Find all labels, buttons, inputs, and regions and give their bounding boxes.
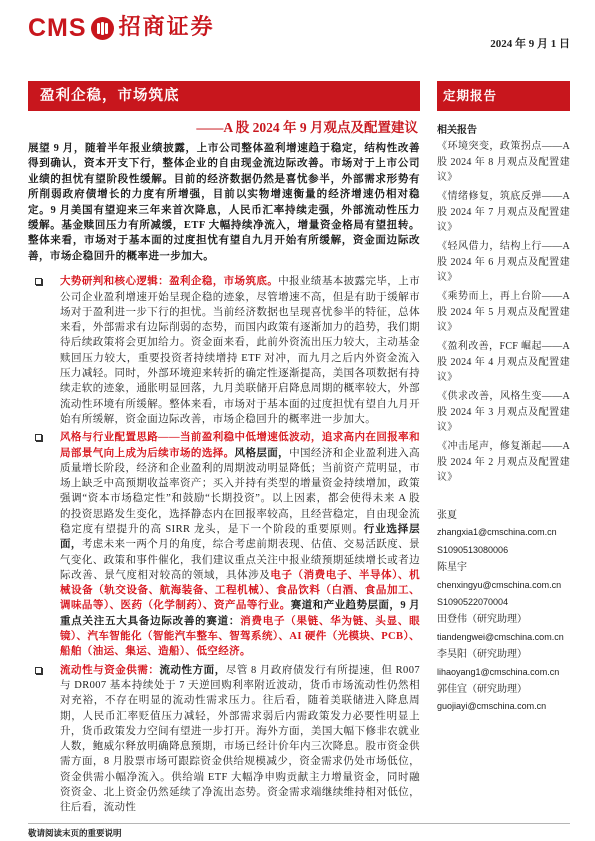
bullet-heading: 流动性与资金供需：	[60, 664, 160, 676]
brand-name: 招商证券	[118, 15, 215, 40]
square-bullet-icon	[35, 667, 42, 674]
bullet-text	[60, 430, 420, 659]
bullet-highlight: 消费电子（果链、华为链、头显、眼镜）、汽车智能化（智能汽车整车、智驾系统）、AI 硬件（光模块、PCB）、船舶（油运、集运、造船）、低空经济。	[60, 615, 420, 658]
report-title: 盈利企稳，市场筑底	[40, 88, 180, 104]
related-report-item: 《情绪修复，筑底反弹——A 股 2024 年 7 月观点及配置建议》	[437, 191, 570, 233]
bullet-item	[28, 430, 420, 659]
report-type-banner	[437, 81, 570, 111]
related-report-item: 《供求改善，风格生变——A 股 2024 年 3 月观点及配置建议》	[437, 391, 570, 433]
related-report-item: 《乘势而上，再上台阶——A 股 2024 年 5 月观点及配置建议》	[437, 291, 570, 333]
report-date: 2024 年 9 月 1 日	[490, 38, 570, 50]
bullet-text	[60, 663, 420, 813]
bullet-label: 行业选择层面，	[60, 524, 420, 551]
author-name: 田登伟（研究助理）	[437, 614, 527, 626]
bullet-item	[28, 663, 420, 813]
related-reports-list	[437, 139, 570, 489]
author-license: S1090513080006	[437, 544, 509, 555]
square-bullet-icon	[35, 434, 42, 441]
author-email: guojiayi@cmschina.com.cn	[437, 701, 547, 712]
related-reports-heading: 相关报告	[437, 125, 477, 136]
related-report-item: 《冲击尾声，修复渐起——A 股 2024 年 2 月观点及配置建议》	[437, 441, 570, 483]
author-name: 张夏	[437, 510, 457, 521]
emblem-bar	[97, 23, 100, 34]
emblem-bar	[105, 23, 108, 34]
main-content	[28, 139, 420, 813]
summary-paragraph: 展望 9 月，随着半年报业绩披露，上市公司整体盈利增速趋于稳定，结构性改善得到确认，资本开支下行，整体企业的自由现金流边际改善。市场对于上市公司业绩的担忧有望阶段性缓解。目前的经济数据仍然是喜忧参半，外部需求形势有所削弱政府债增长的力度有所增强，目前以实物增速衡量的经济增速仍相对稳定。9 月美国有望迎来三年来首次降息，人民币汇率持续走强，外部流动性压力缓解。基金赎回压力有所减缓，ETF 大幅持续净流入，增量资金格局有望扭转。整体来看，市场对于基本面的过度担忧有望自九月开始有所缓解，资金面边际改善，市场企稳回升的概率进一步加大。	[28, 143, 420, 262]
author-email: zhangxia1@cmschina.com.cn	[437, 527, 557, 538]
square-bullet-icon	[35, 278, 42, 285]
author-email: tiandengwei@cmschina.com.cn	[437, 631, 564, 642]
footer-divider	[28, 823, 570, 824]
bullet-label: 赛道和产业趋势层面，9 月重点关注五大具备边际改善的赛道：	[60, 600, 420, 627]
cms-logo	[28, 13, 215, 43]
related-report-item: 《轻风借力，结构上行——A 股 2024 年 6 月观点及配置建议》	[437, 241, 570, 283]
author-email: lihaoyang1@cmschina.com.cn	[437, 666, 560, 677]
related-report-item: 《环境突变，政策拐点——A 股 2024 年 8 月观点及配置建议》	[437, 141, 570, 183]
author-email: chenxingyu@cmschina.com.cn	[437, 579, 562, 590]
author-name: 陈星宇	[437, 562, 467, 574]
author-name: 郭佳宜（研究助理）	[437, 684, 527, 696]
related-report-item: 《盈利改善，FCF 崛起——A 股 2024 年 4 月观点及配置建议》	[437, 341, 570, 383]
report-subtitle: ——A 股 2024 年 9 月观点及配置建议	[196, 120, 418, 135]
report-type-label: 定期报告	[443, 89, 498, 103]
bullet-item	[28, 274, 420, 427]
cms-emblem-icon	[91, 17, 114, 40]
bullet-body: 考虑未来一两个月的角度，综合考虑前期表现、估值、交易活跃度、景气变化、政策和事件催化，我们建议重点关注中报业绩预期延续增长或者边际改善、景气度相对较高的领域，具体涉及	[60, 539, 420, 581]
bullet-body: 中国经济和企业盈利进入高质量增长阶段，经济和企业盈利的周期波动明显降低；当前资产荒明显，市场上缺乏中高预期收益率资产；买入并持有类型的增量资金持续增加，政策强调“资本市场稳定性”和鼓励“长期投资”。以上因素，都会使得未来 A 股的投资思路发生变化，选择静态内在回报率较高，且经营稳定，自由现金流稳定度有望提升的高 SIRR 龙头，是下一个阶段的重要原则。	[60, 447, 420, 535]
logo-wordmark: CMS	[28, 14, 87, 42]
bullet-heading: 风格与行业配置思路——当前盈利稳中低增速低波动，追求高内在回报率和局部景气向上成为后续市场的选择。	[60, 432, 420, 459]
author-license: S1090522070004	[437, 597, 509, 608]
title-banner	[28, 81, 420, 111]
footer-notice: 敬请阅读末页的重要说明	[28, 828, 122, 838]
bullet-text	[60, 274, 420, 427]
bullet-heading: 大势研判和核心逻辑：盈利企稳，市场筑底。	[60, 276, 279, 288]
authors-list	[437, 507, 570, 716]
bullet-label: 流动性方面，	[159, 664, 226, 676]
bullet-highlight: 电子（消费电子、半导体）、机械设备（轨交设备、航海装备、工程机械）、食品饮料（白酒、食品加工、调味品等）、医药（化学制药）、资产品等行业。	[60, 569, 420, 612]
bullet-body: 尽管 8 月政府债发行有所提速，但 R007 与 DR007 基本持续处于 7 天逆回购利率附近波动，货币市场流动性仍然相对充裕，不存在明显的流动性需求压力。往后看，随着美联储进入降息周期，人民币汇率贬值压力减轻，外部需求弱后内需政策发力必要性明显上升，货币政策发力空间有望进一步打开。海外方面，美国大幅下修非农就业人数，鲍威尔释放明确降息预期，市场已经计价年内三次降息。股市资金供需方面，8 月股票市场可跟踪资金供给规模减少，资金需求仍处市场低位，资金供需小幅净流入。供给端 ETF 大幅净申购贡献主力增量资金，同时融资资金、北上资金仍然延续了净流出态势。资金需求端继续维持相对低位，往后看，流动性	[60, 664, 420, 813]
bullet-label: 风格层面，	[234, 447, 290, 459]
bullet-body: 中报业绩基本披露完毕，上市公司企业盈利增速开始呈现企稳的迹象，尽管增速不高，但是有助于缓解市场对于盈利进一步下行的担忧。当前经济数据也呈现喜忧参半的特征，总体来看，外部需求有边际削弱的态势，而国内政策有逐渐加力的趋势，我们期待后续政策将会更加给力。资金面来看，此前外资流出压力较大，主动基金赎回压力较大，重要投资者持续增持 ETF 对冲，而九月之后内外资金流入压力减轻。同时，外部环境迎来转折的确定性逐渐提高，美国各项数据有持续走软的迹象，通胀明显回落，九月美联储开启降息周期的概率较大，外部流动性环境有所缓解。整体来看，市场对于基本面的过度担忧有望自九月开始有所缓解，资金面边际改善，市场企稳回升的概率进一步加大。	[60, 276, 420, 425]
author-name: 李昊阳（研究助理）	[437, 649, 527, 661]
emblem-bar	[101, 22, 104, 35]
